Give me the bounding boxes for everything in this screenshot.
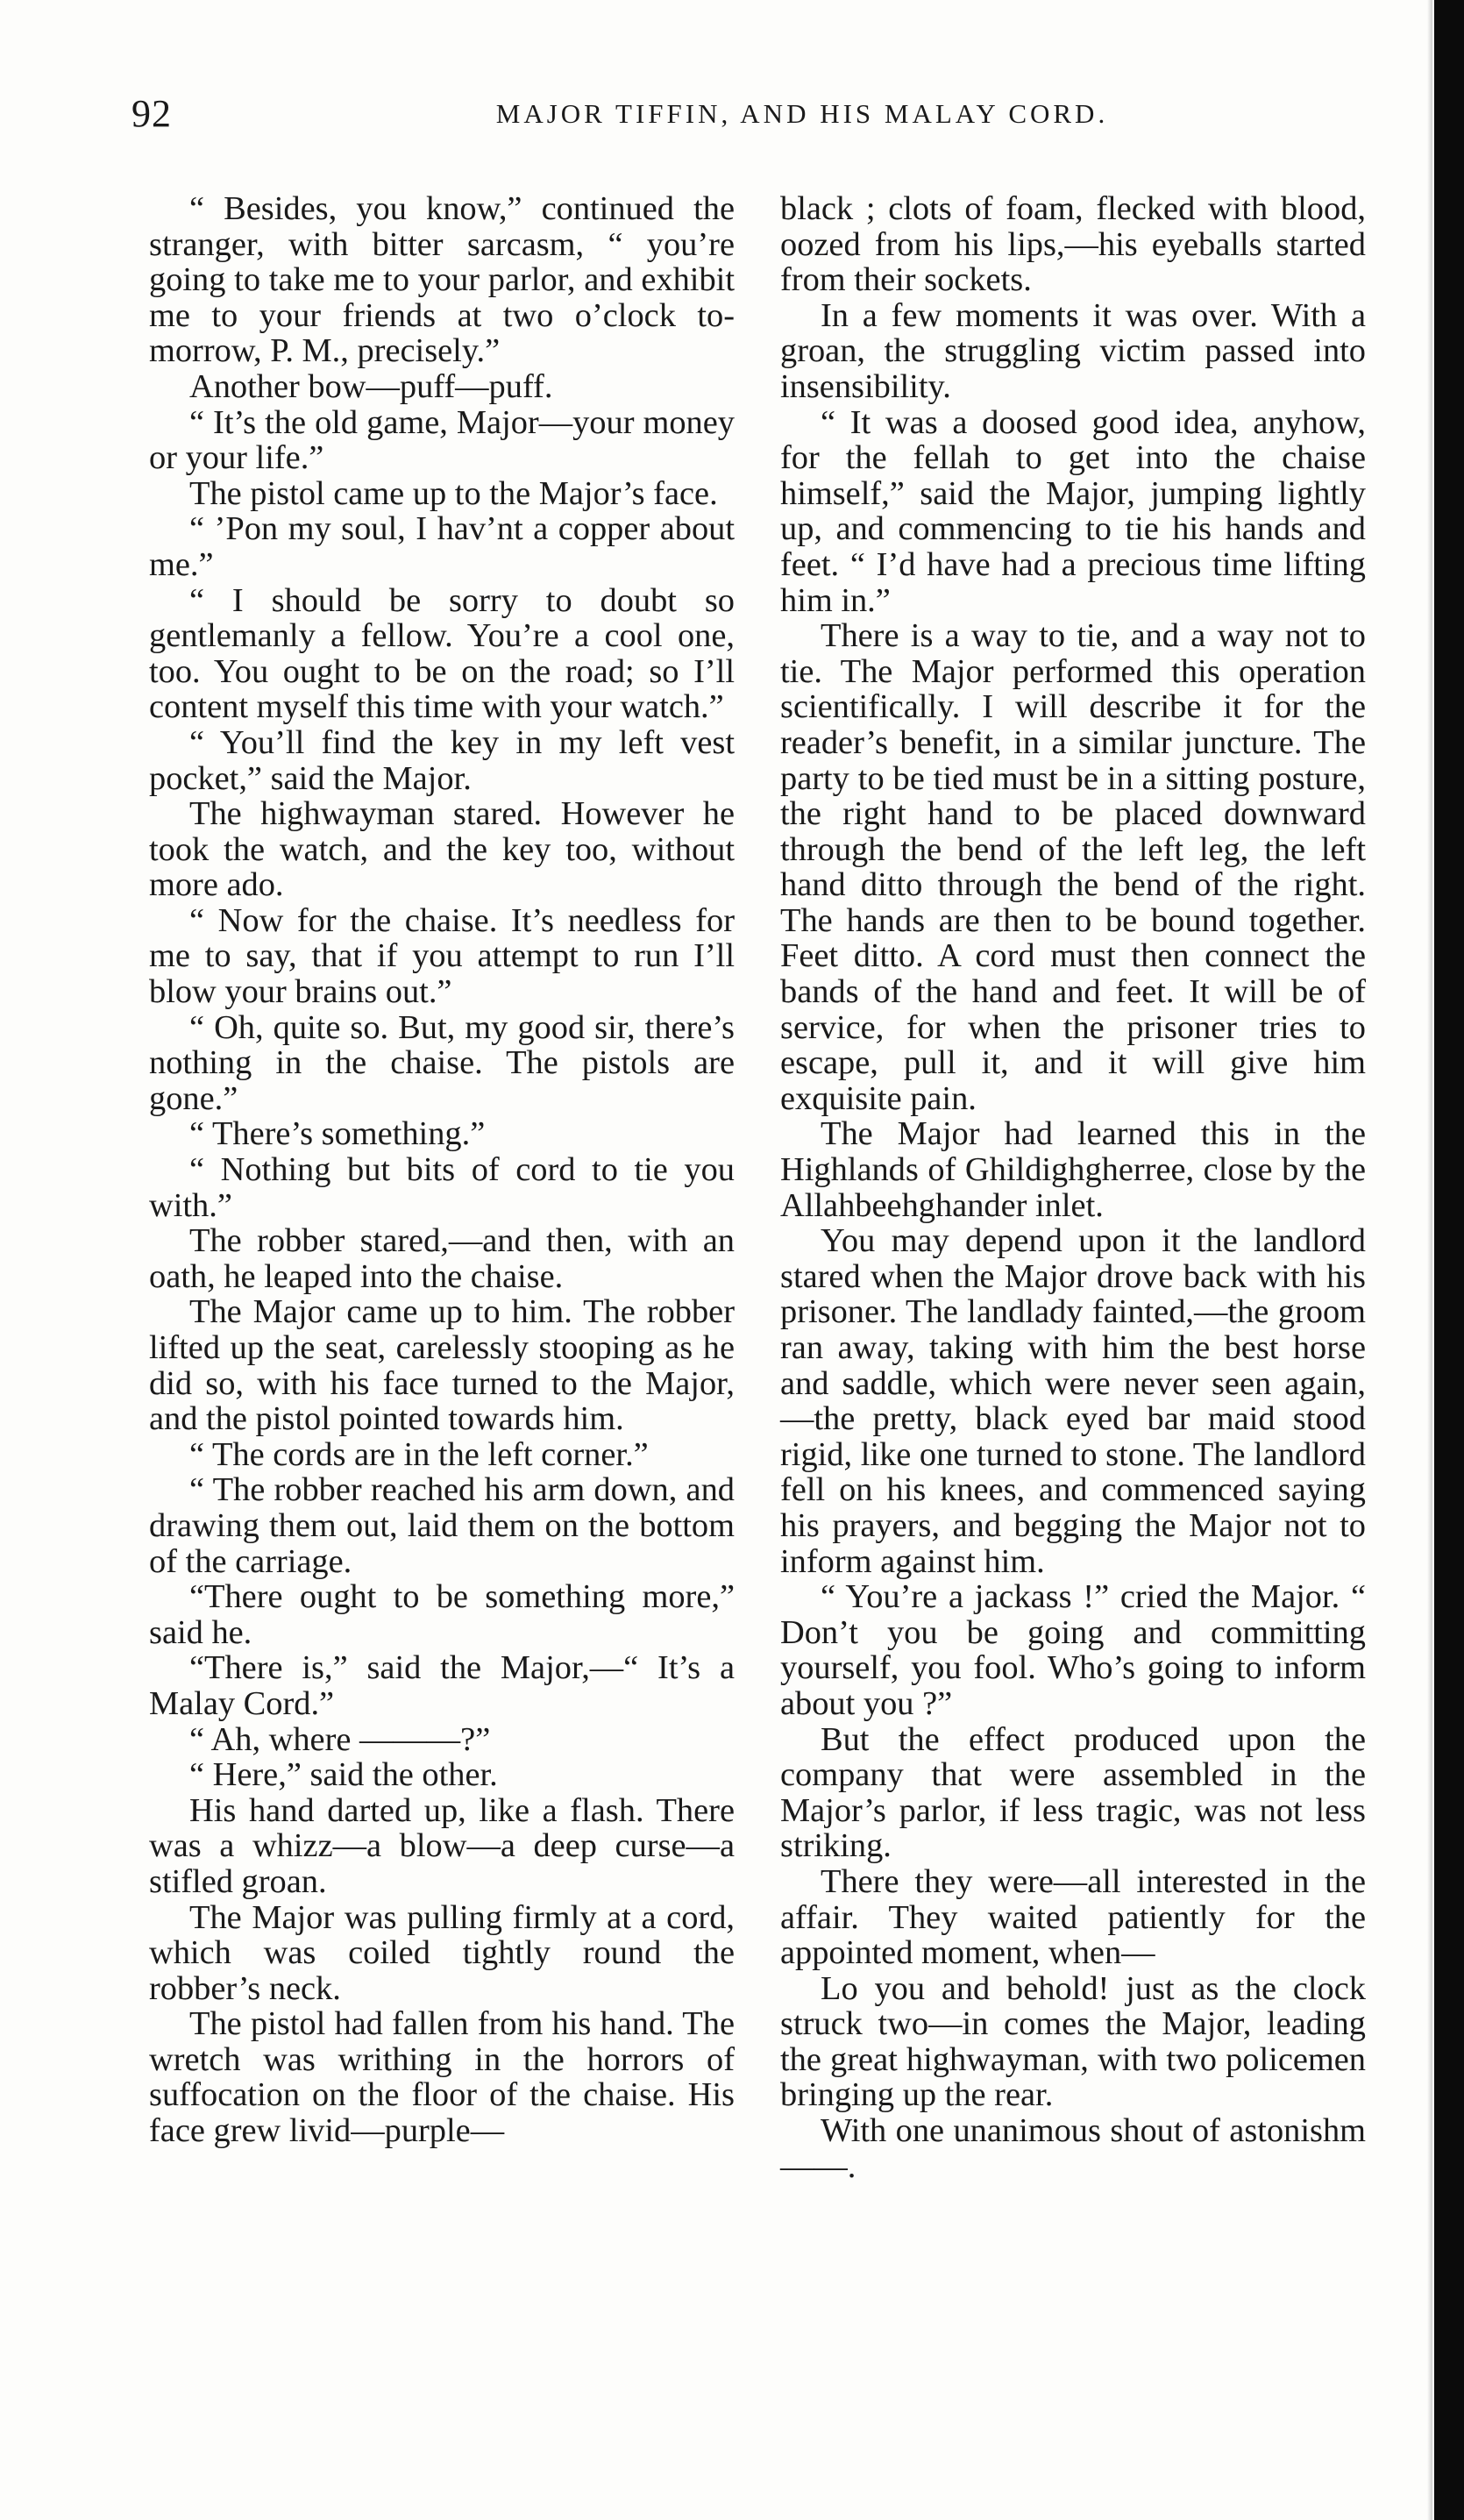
page-header [131, 88, 1394, 140]
paragraph: His hand darted up, like a flash. There was a whizz—a blow—a deep curse—a stifled groan. [149, 1791, 735, 1900]
running-head: MAJOR TIFFIN, AND HIS MALAY CORD. [495, 98, 1109, 129]
paragraph: The Major came up to him. The robber lifted up the seat, carelessly stooping as he did so, with his face turned to the Major, and the pistol pointed towards him. [149, 1293, 735, 1438]
paragraph: You may depend upon it the landlord stared when the Major drove back with his prisoner. The landlady fainted,—the groom ran away, taking with him the best horse and saddle, which were never seen again,—the pretty, black eyed bar maid stood rigid, like one turned to stone. The landlord fell on his knees, and commenced saying his prayers, and begging the Major not to inform against him. [780, 1222, 1366, 1580]
paragraph: The Major was pulling firmly at a cord, which was coiled tightly round the robber’s neck. [149, 1898, 735, 2007]
paragraph: In a few moments it was over. With a groan, the struggling victim passed into insensibility. [780, 296, 1366, 405]
paragraph: “ I should be sorry to doubt so gentlemanly a fellow. You’re a cool one, too. You ought to be on the road; so I’ll content myself this time with your watch.” [149, 581, 735, 726]
paragraph: “There ought to be something more,” said he. [149, 1578, 735, 1651]
paragraph: “ It was a doosed good idea, anyhow, for the fellah to get into the chaise himself,” said the Major, jumping lightly up, and commencing to tie his hands and feet. “ I’d have had a precious time lifting him in.” [780, 403, 1366, 619]
paragraph: “ The robber reached his arm down, and drawing them out, laid them on the bottom of the carriage. [149, 1471, 735, 1580]
paragraph: There is a way to tie, and a way not to tie. The Major performed this operation scientifically. I will describe it for the reader’s benefit, in a similar juncture. The party to be tied must be in a sitting posture, the right hand to be placed downward through the bend of the left leg, the left hand ditto through the bend of the right. The hands are then to be bound together. Feet ditto. A cord must then connect the bands of the hand and feet. It will be of service, for when the prisoner tries to escape, pull it, and it will give him exquisite pain. [780, 617, 1366, 1117]
paragraph: “ Now for the chaise. It’s needless for me to say, that if you attempt to run I’ll blow your brains out.” [149, 901, 735, 1011]
paragraph: “ You’ll find the key in my left vest pocket,” said the Major. [149, 723, 735, 797]
paragraph: black ; clots of foam, flecked with blood, oozed from his lips,—his eyeballs started from their sockets. [780, 190, 1366, 299]
paragraph: “There is,” said the Major,—“ It’s a Malay Cord.” [149, 1649, 735, 1722]
paragraph: “ ’Pon my soul, I hav’nt a copper about me.” [149, 510, 735, 583]
paragraph: There they were—all interested in the affair. They waited patiently for the appointed moment, when— [780, 1862, 1366, 1972]
paragraph: “ You’re a jackass !” cried the Major. “ Don’t you be going and committing yourself, you fool. Who’s going to inform about you ?” [780, 1578, 1366, 1722]
paragraph: With one unanimous shout of astonishm——. [780, 2112, 1366, 2185]
page-number: 92 [131, 92, 172, 135]
paragraph: The pistol had fallen from his hand. The wretch was writhing in the horrors of suffocation on the floor of the chaise. His face grew livid—purple— [149, 2005, 735, 2150]
paragraph: The robber stared,—and then, with an oath, he leaped into the chaise. [149, 1222, 735, 1295]
paragraph: The pistol came up to the Major’s face. [189, 474, 718, 512]
scan-binding-edge [1434, 0, 1464, 2520]
paragraph: “ Nothing but bits of cord to tie you with.” [149, 1151, 735, 1224]
paragraph: “ There’s something.” [189, 1115, 486, 1153]
right-column [780, 191, 1366, 2184]
page-edge-shadow [1427, 0, 1432, 2520]
paragraph: But the effect produced upon the company that were assembled in the Major’s parlor, if less tragic, was not less striking. [780, 1720, 1366, 1865]
paragraph: “ Here,” said the other. [189, 1756, 498, 1794]
paragraph: The highwayman stared. However he took the watch, and the key too, without more ado. [149, 795, 735, 904]
paragraph: “ Besides, you know,” continued the stranger, with bitter sarcasm, “ you’re going to take me to your parlor, and exhibit me to your friends at two o’clock to-morrow, P. M., precisely.” [149, 190, 735, 370]
left-column [149, 191, 735, 2149]
paragraph: “ Oh, quite so. But, my good sir, there’s nothing in the chaise. The pistols are gone.” [149, 1008, 735, 1117]
paragraph: Another bow—puff—puff. [189, 367, 553, 405]
paragraph: Lo you and behold! just as the clock struck two—in comes the Major, leading the great highwayman, with two policemen bringing up the rear. [780, 1969, 1366, 2114]
paragraph: “ It’s the old game, Major—your money or your life.” [149, 403, 735, 477]
paragraph: The Major had learned this in the Highlands of Ghildighgherree, close by the Allahbeehghander inlet. [780, 1115, 1366, 1224]
paragraph: “ Ah, where ———?” [189, 1720, 491, 1758]
paragraph: “ The cords are in the left corner.” [189, 1435, 649, 1473]
